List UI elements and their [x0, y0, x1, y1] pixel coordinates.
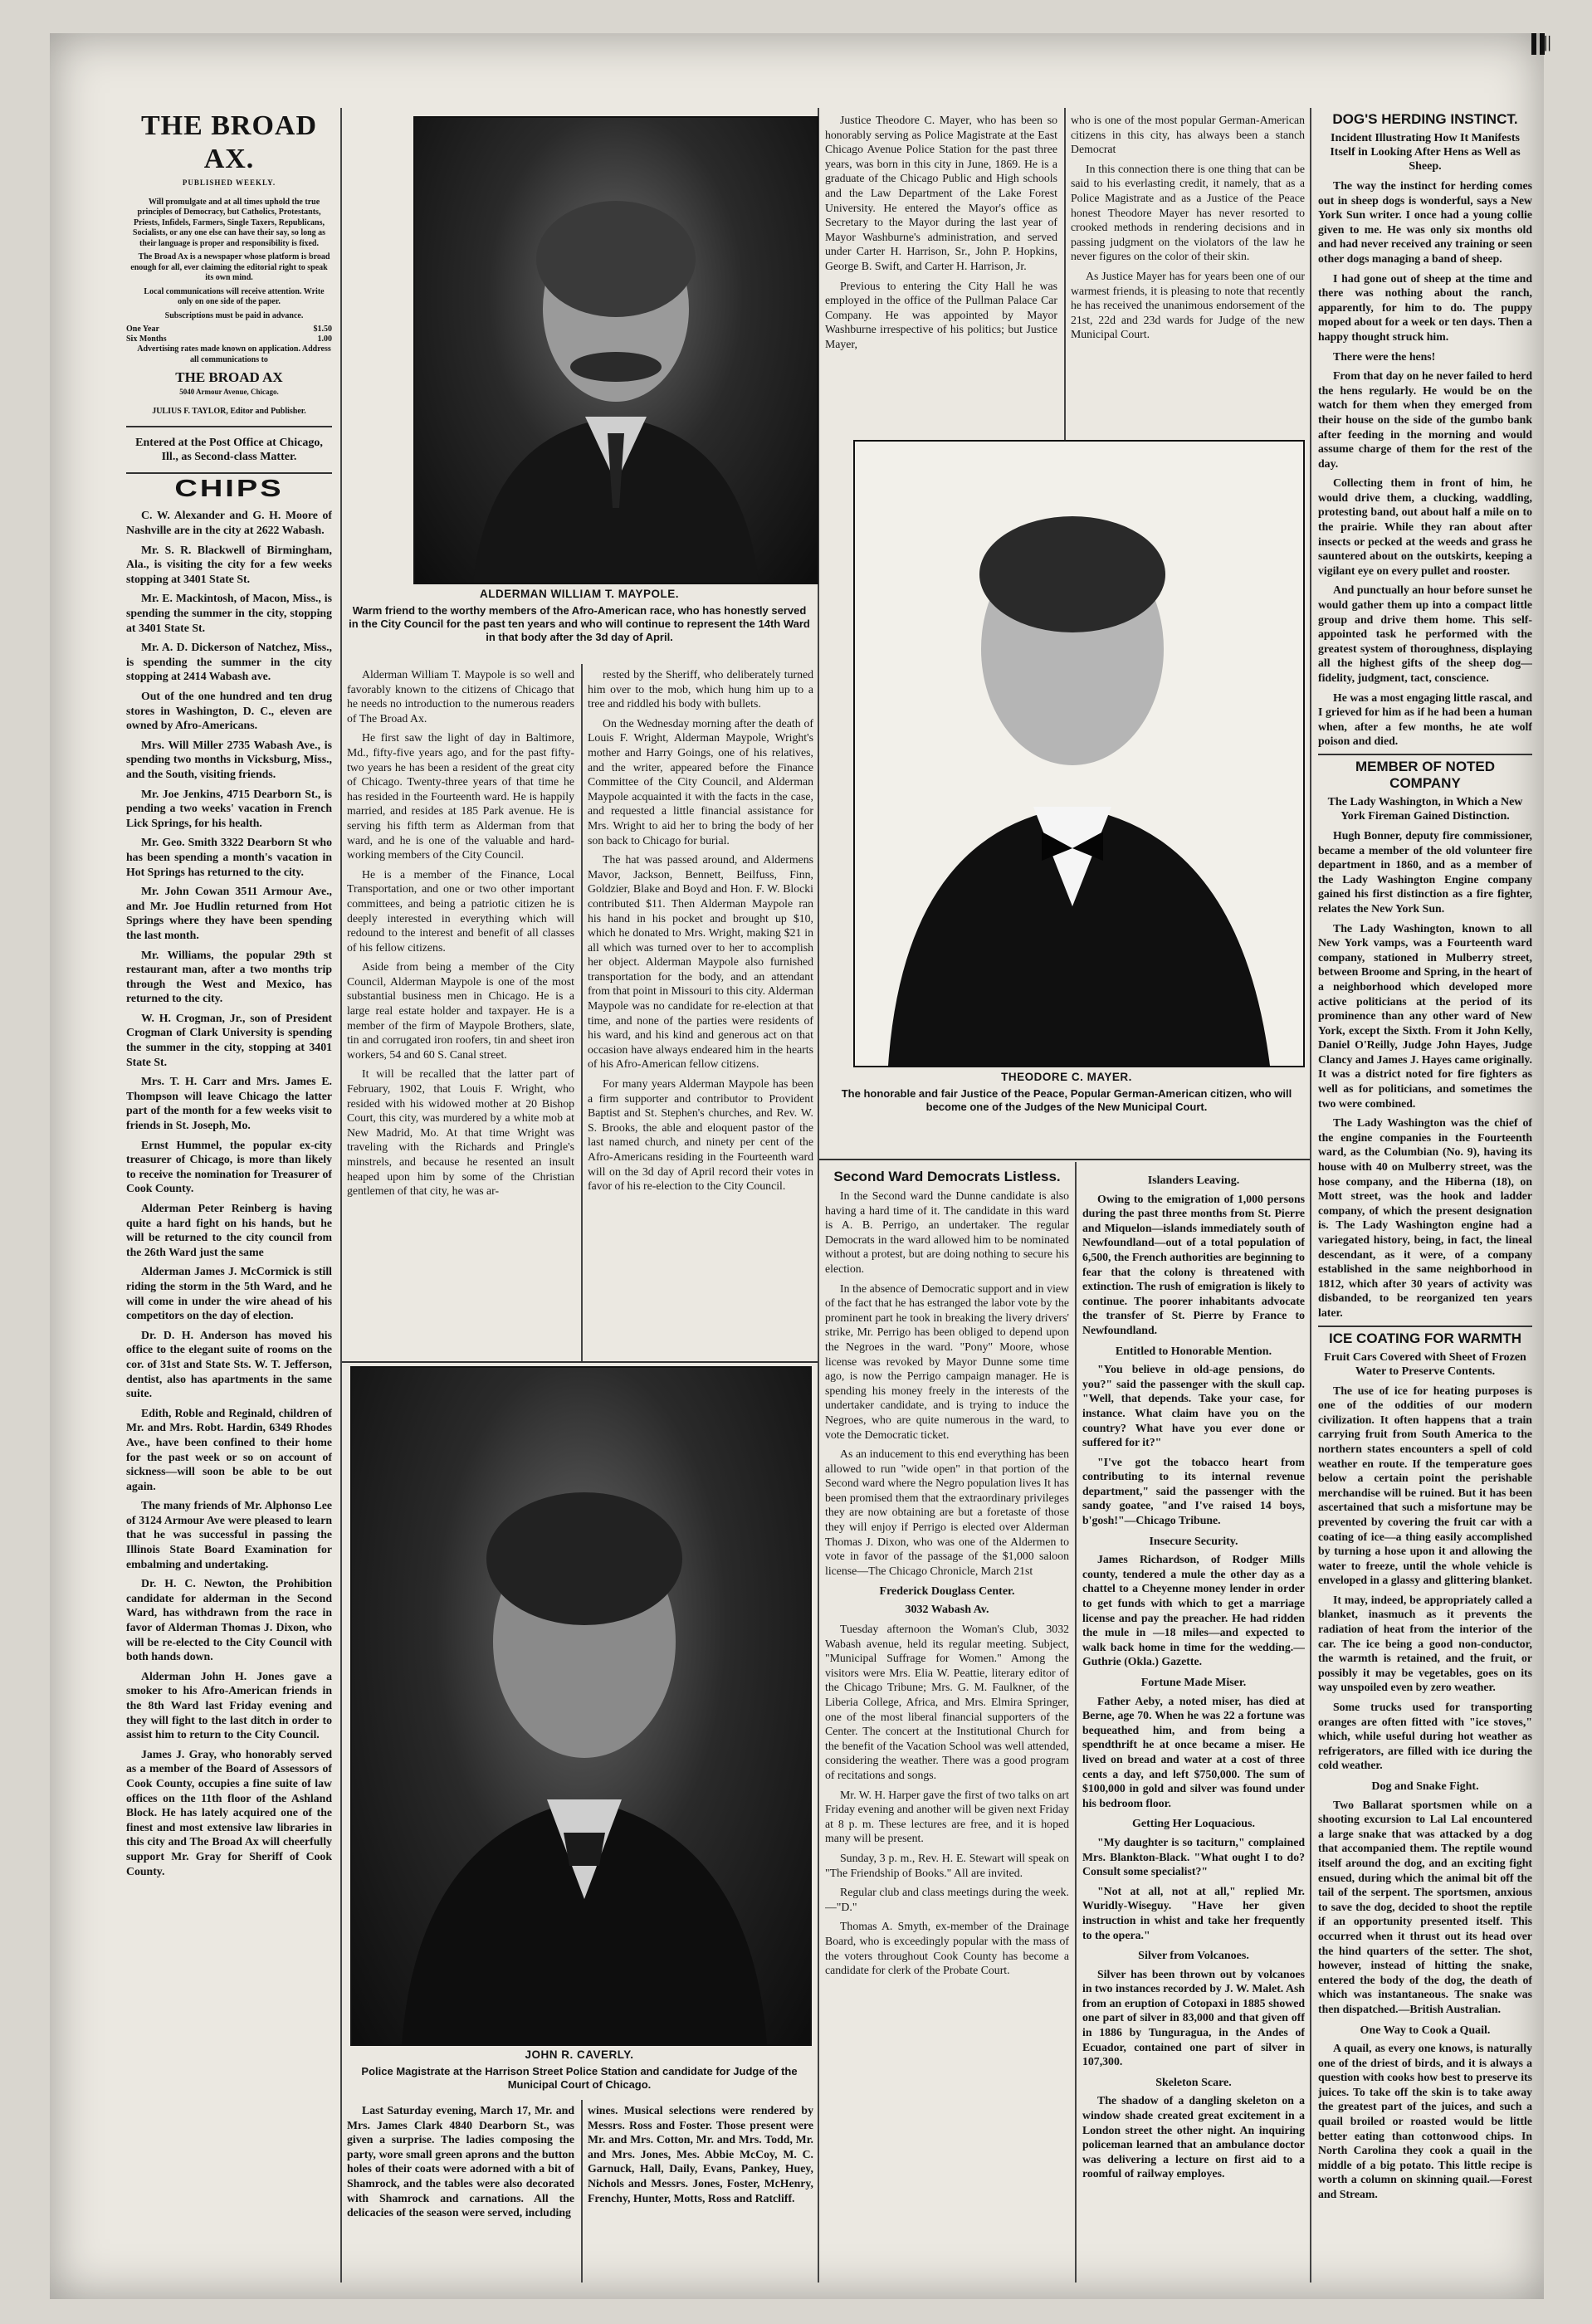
article-paragraph: He is a member of the Finance, Local Transportation, and one or two other important committees, and being a patriotic citizen he is deeply interested in everything which will redound to the interest and benefit of all classes of his fellow citizens. — [347, 867, 574, 954]
article-paragraph: "Not at all, not at all," replied Mr. Wuridly-Wiseguy. "Have her given instruction in whist and take her frequently to the opera." — [1082, 1884, 1305, 1941]
article-paragraph: As Justice Mayer has for years been one of our warmest friends, it is pleasing to note that recently he has received the unanimous endorsement of the 21st, 22d and 23d wards for Judge of the new Municipal Court. — [1071, 269, 1305, 341]
portrait-maypole — [413, 116, 818, 584]
maypole-article-col2 — [588, 667, 813, 1356]
article-paragraph: Sunday, 3 p. m., Rev. H. E. Stewart will speak on "The Friendship of Books." All are invited. — [825, 1851, 1069, 1879]
article-paragraph: It may, indeed, be appropriately called a blanket, inasmuch as it prevents the radiation of heat from the interior of the car. The ice being a good non-conductor, the warmth is retained, and the fruit, or possibly it may be vegetables, goes on its way unspoiled even by zero weather. — [1318, 1593, 1532, 1694]
masthead-para: Subscriptions must be paid in advance. — [164, 310, 304, 320]
chip-item: W. H. Crogman, Jr., son of President Crogman of Clark University is spending the summer in the city, stopping at 3401 State St. — [126, 1011, 332, 1068]
caption-title: THEODORE C. MAYER. — [1001, 1071, 1132, 1083]
article-paragraph: Hugh Bonner, deputy fire commissioner, became a member of the old volunteer fire department in 1860, and as a member of the Lady Washington Engine company gained his first distinction as a fire fighter, relates the New York Sun. — [1318, 828, 1532, 915]
caption-title: JOHN R. CAVERLY. — [525, 2048, 634, 2061]
article-paragraph: The Lady Washington was the chief of the engine companies in the Fourteenth ward, as the Columbian (No. 9), having its house with 40 on Mulberry street, was the hose company, and the Hiberna (18), on Mott street, was the hook and ladder company, of which the present designation is. The Lady Washington engine had a variegated history, being, in fact, the lineal descendant, as it were, of a company established in the same neighborhood in 1812, which after 30 years of activity was disbanded, to be reorganized ten years later. — [1318, 1116, 1532, 1319]
chips-list — [126, 508, 332, 1878]
masthead-para: Will promulgate and at all times uphold the true principles of Democracy, but Catholics, Protestants, Priests, Infidels, Farmers, Single Taxers, Republicans, Socialists, or any one else can have their say, so long as their language is proper and responsibility is fixed. — [132, 197, 326, 248]
article-paragraph: Silver has been thrown out by volcanoes in two instances recorded by J. W. Malet. Ash from an eruption of Cotopaxi in 1885 showed one part of silver in 83,000 and that given off in 1886 by Tunguragua, in the Andes of Ecuador, contained one part of silver in 107,300. — [1082, 1967, 1305, 2068]
chip-item: C. W. Alexander and G. H. Moore of Nashville are in the city at 2622 Wabash. — [126, 509, 332, 537]
chips-title: CHIPS — [174, 476, 284, 502]
rate-row — [126, 334, 332, 344]
portrait-mayer-figure — [855, 442, 1303, 1066]
rate-row — [126, 325, 332, 334]
subheadline: 3032 Wabash Av. — [905, 1604, 989, 1617]
subheadline: The Lady Washington, in Which a New York Fireman Gained Distinction. — [1327, 795, 1523, 823]
portrait-caverly-figure — [352, 1368, 810, 2044]
section-rule — [1318, 1326, 1532, 1327]
address: 5040 Armour Avenue, Chicago. — [179, 387, 279, 396]
section-rule — [1318, 754, 1532, 755]
caption-maypole — [347, 588, 812, 644]
chip-item: Mr. A. D. Dickerson of Natchez, Miss., is spending the summer in the city stopping at 2414 Wabash ave. — [126, 641, 332, 683]
article-paragraph: The hat was passed around, and Aldermens Mavor, Jackson, Bennett, Beilfuss, Finn, Goldzier, Blake and Boyd and Hon. F. W. Blocki contributed $11. Then Alderman Maypole ran his hand in his pocket and brought up $10, which he donated to Mrs. Wright, making $21 in all which was turned over to her to accomplish her object. Alderman Maypole also furnished transportation for the body, and an attendant from that point in Missouri to this city. Alderman Maypole was no candidate for re-election at that time, and none of the parties were residents of his ward, and his kind and generous act on that occasion have always endeared him in the hearts of his Afro-American fellow citizens. — [588, 853, 813, 1071]
article-paragraph: wines. Musical selections were rendered by Messrs. Ross and Foster. Those present were Mr. and Mrs. Cotton, Mr. and Mrs. Todd, Mr. and Mrs. Jones, Mes. Abbie McCoy, M. C. Garnuck, Hall, Daily, Evans, Pankey, Huey, Nichols and Messrs. Jones, Foster, McHenry, Frenchy, Hunter, Motts, Ross and Ratcliff. — [588, 2104, 813, 2204]
article-paragraph: The shadow of a dangling skeleton on a window shade created great excitement in a London street the other night. An inquiring policeman learned that an ambulance doctor was delivering a lecture on first aid to a roomful of railway employes. — [1082, 2094, 1305, 2180]
article-paragraph: Thomas A. Smyth, ex-member of the Drainage Board, who is exceedingly popular with the mass of the voters throughout Cook County has become a candidate for clerk of the Probate Court. — [825, 1920, 1069, 1977]
headline: MEMBER OF NOTED COMPANY — [1355, 758, 1496, 791]
column-second-ward — [825, 1167, 1069, 2282]
margin-mark — [1531, 33, 1536, 55]
article-paragraph: "You believe in old-age pensions, do you?" said the passenger with the skull cap. "Well, that depends. Take your case, for instance. What claim have you on the country? What have you ever done or suffered for it?" — [1082, 1363, 1305, 1449]
rate-price: $1.50 — [313, 325, 332, 334]
chip-item: Mrs. T. H. Carr and Mrs. James E. Thompson will leave Chicago the latter part of the month for a few weeks visit to friends in St. Joseph, Mo. — [126, 1075, 332, 1132]
article-paragraph: The use of ice for heating purposes is one of the oddities of our modern civilization. It often happens that a train carrying fruit from South America to the northern states encounters a spell of cold weather en route. If the temperature goes below a certain point the perishable merchandise will be ruined. But it has been ascertained that such a misfortune may be prevented by covering the fruit car with a coating of ice—a thing easily accomplished by turning a hose upon it and allowing the water to freeze, until the whole vehicle is enveloped in a glassy and glittering blanket. — [1318, 1384, 1532, 1587]
article-paragraph: And punctually an hour before sunset he would gather them up into a compact little group and drive them home. This self-appointed task he performed with the greatest system of thoroughness, displaying all the highest gifts of the sheep dog—fidelity, judgment, tact, conscience. — [1318, 583, 1532, 684]
article-paragraph: Two Ballarat sportsmen while on a shooting excursion to Lal Lal encountered a large snake that was attacked by a dog that accompanied them. The reptile wound itself around the dog, and an exciting fight ensued, during which the animal bit off the tail of the serpent. The sportsmen, anxious to save the dog, decided to shoot the reptile if an opportunity presented itself. This occurred when it thrust out its head over the hind quarters of the setter. The shot, however, instead of hitting the snake, entered the body of the dog, the death of which was instantaneous. The snake was then dispatched.—British Australian. — [1318, 1798, 1532, 2015]
chip-item: Mr. Joe Jenkins, 4715 Dearborn St., is pending a two weeks' vacation in French Lick Springs, for his health. — [126, 787, 332, 829]
entered-notice: Entered at the Post Office at Chicago, Ill., as Second-class Matter. — [135, 436, 323, 463]
headline: Fortune Made Miser. — [1140, 1677, 1247, 1689]
article-paragraph: As an inducement to this end everything has been allowed to run "wide open" in that portion of the Second ward where the Negro population lives It has been promised them that the extraordinary privileges they are now obtaining are but a foretaste of those they will enjoy if Perrigo is elected over Alderman Thomas J. Dixon, who was one of the Aldermen to vote in favor of the passage of the $1,000 saloon license—The Chicago Chronicle, March 21st — [825, 1448, 1069, 1577]
mayer-article-col1 — [825, 113, 1057, 453]
chip-item: Alderman John H. Jones gave a smoker to his Afro-American friends in the 8th Ward last Friday evening and they will fight to the last ditch in order to assist him to return to the City Council. — [126, 1669, 332, 1741]
rate-price: 1.00 — [317, 334, 332, 344]
caverly-article-col2 — [588, 2103, 813, 2282]
article-paragraph: The way the instinct for herding comes out in sheep dogs is wonderful, says a New York Sun writer. I once had a young collie given to me. He was only six months old and had never received any training or seen other dogs managing a band of sheep. — [1318, 179, 1532, 265]
article-paragraph: It will be recalled that the latter part of February, 1902, that Louis F. Wright, who resided with his widowed mother at 20 Bishop Court, this city, was murdered by a white mob at New Madrid, Mo. At that time Wright was traveling with the Richards and Pringle's minstrels, and because he resented an insult heaped upon him by some of the Christian gentlemen of that city, he was ar- — [347, 1067, 574, 1198]
article-paragraph: From that day on he never failed to herd the hens regularly. He would be on the watch for them when they emerged from their house on the side of the gumbo bank after feeding in the morning and would assume charge of them for the rest of the day. — [1318, 369, 1532, 470]
headline: One Way to Cook a Quail. — [1360, 2024, 1491, 2037]
column-islanders — [1082, 1167, 1305, 2282]
headline: ICE COATING FOR WARMTH — [1329, 1330, 1521, 1346]
article-paragraph: He was a most engaging little rascal, and I grieved for him as if he had been a human when, after a few months, he ate wolf poison and died. — [1318, 691, 1532, 748]
rate-label: One Year — [126, 325, 159, 334]
editor-line: JULIUS F. TAYLOR, Editor and Publisher. — [152, 407, 306, 417]
address-title: THE BROAD AX — [175, 369, 283, 386]
column-rule — [1075, 1162, 1077, 2282]
masthead — [126, 110, 332, 502]
article-paragraph: In the Second ward the Dunne candidate is also having a hard time of it. The candidate in this ward is A. B. Perrigo, an undertaker. The regular Democrats in the ward allowed him to be nominated without a protest, but are doing nothing to secure his election. — [825, 1189, 1069, 1275]
portrait-caverly — [350, 1366, 812, 2046]
maypole-article-col1 — [347, 667, 574, 1356]
article-paragraph: Owing to the emigration of 1,000 persons during the past three months from St. Pierre and Miquelon—islands immediately south of Newfoundland—out of a total population of 6,500, the French authorities are beginning to fear that the colony is threatened with extinction. The rush of emigration is likely to continue. The poorer inhabitants advocate the transfer of St. Pierre by France to Newfoundland. — [1082, 1192, 1305, 1336]
chip-item: Mr. Geo. Smith 3322 Dearborn St who has been spending a month's vacation in Hot Springs has returned to the city. — [126, 836, 332, 878]
article-paragraph: Previous to entering the City Hall he was employed in the office of the Pullman Palace Car Company. He was appointed by Mayor Washburne irrespective of his politics; but Justice Mayer, — [825, 279, 1057, 350]
headline: Getting Her Loquacious. — [1132, 1818, 1255, 1831]
chip-item: Ernst Hummel, the popular ex-city treasurer of Chicago, is more than likely to receive the nomination for Treasurer of Cook County. — [126, 1138, 332, 1195]
article-paragraph: who is one of the most popular German-American citizens in this city, has always been a stanch Democrat — [1071, 114, 1305, 156]
article-paragraph: Some trucks used for transporting oranges are often fitted with "ice stoves," which, while useful during hot weather as refrigerators, are filled with ice during the cold weather. — [1318, 1701, 1532, 1772]
column-right — [1318, 110, 1532, 2284]
headline: Second Ward Democrats Listless. — [833, 1169, 1061, 1184]
rates-note: Advertising rates made known on application. Address all communications to — [137, 344, 331, 364]
caption-mayer — [830, 1071, 1303, 1114]
headline: Dog and Snake Fight. — [1371, 1780, 1479, 1793]
chip-item: Mr. John Cowan 3511 Armour Ave., and Mr. Joe Hudlin returned from Hot Springs where they have been spending the last month. — [126, 885, 332, 941]
headline: Insecure Security. — [1149, 1535, 1238, 1548]
article-paragraph: A quail, as every one knows, is naturally one of the driest of birds, and it is always a question with cooks how best to preserve its juices. To take off the skin is to take away the greatest part of the juices, and such a quail broiled or roasted would be little better eating than cottonwood chips. In North Carolina they cook a quail in the middle of a big potato. This little recipe is worth a column on skinning quail.—Forest and Stream. — [1318, 2042, 1532, 2201]
caption-body: The honorable and fair Justice of the Peace, Popular German-American citizen, who will become one of the Judges of the New Municipal Court. — [841, 1087, 1292, 1113]
article-paragraph: rested by the Sheriff, who deliberately turned him over to the mob, which hung him up to a tree and riddled his body with bullets. — [588, 668, 813, 710]
headline: Skeleton Scare. — [1155, 2076, 1232, 2089]
masthead-rule — [126, 426, 332, 427]
headline: Frederick Douglass Center. — [879, 1585, 1015, 1599]
chip-item: Alderman Peter Reinberg is having quite a hard fight on his hands, but he will be returned to the city council from the 26th Ward just the same — [126, 1202, 332, 1258]
article-paragraph: "My daughter is so taciturn," complained Mrs. Blankton-Black. "What ought I to do? Consult some specialist?" — [1082, 1835, 1305, 1878]
caption-body: Police Magistrate at the Harrison Street Police Station and candidate for Judge of the Municipal Court of Chicago. — [361, 2065, 798, 2091]
headline: DOG'S HERDING INSTINCT. — [1332, 111, 1518, 127]
portrait-maypole-figure — [415, 118, 817, 583]
article-paragraph: Alderman William T. Maypole is so well and favorably known to the citizens of Chicago that he needs no introduction to the numerous readers of The Broad Ax. — [347, 668, 574, 725]
section-rule — [819, 1159, 1310, 1160]
page-mark: || — [1544, 33, 1551, 51]
article-paragraph: Collecting them in front of him, he would drive them, a clucking, waddling, protesting band, out about half a mile on to the prairie. While they ran about after insects or pecked at the weeds and grass he sauntered about on the outskirts, keeping a vigilant eye on every pullet and rooster. — [1318, 476, 1532, 577]
article-paragraph: Mr. W. H. Harper gave the first of two talks on art Friday evening and another will be given next Friday at 8 p. m. These lectures are free, and it is hoped many will be present. — [825, 1788, 1069, 1845]
article-paragraph: Justice Theodore C. Mayer, who has been so honorably serving as Police Magistrate at the East Chicago Avenue Police Station for the past three years, was born in this city in June, 1869. He is a graduate of the Chicago Public and High schools and the Law Department of the Lake Forest University. He entered the Mayor's office as Secretary to the Mayor during the last year of Mayor Washburne's administration, and served under Carter H. Harrison, Sr., John P. Hopkins, George B. Swift, and Carter H. Harrison, Jr. — [825, 114, 1057, 272]
article-paragraph: On the Wednesday morning after the death of Louis F. Wright, Alderman Maypole, Wright's mother and Harry Goings, one of his relatives, and the writer, appeared before the Finance Committee of the City Council, and Alderman Maypole acquainted it with the facts in the case, and requested a little financial assistance for Mrs. Wright to aid her to bring the body of her son back to Chicago for burial. — [588, 716, 813, 847]
chip-item: Mr. E. Mackintosh, of Macon, Miss., is spending the summer in the city, stopping at 3401 State St. — [126, 592, 332, 634]
article-paragraph: Last Saturday evening, March 17, Mr. and Mrs. James Clark 4840 Dearborn St., was given a surprise. The ladies composing the party, wore small green aprons and the button holes of their coats were adorned with a bit of Shamrock, and the tables were also decorated with Shamrock and carnations. All the delicacies of the season were served, including — [347, 2104, 574, 2219]
headline: Silver from Volcanoes. — [1138, 1950, 1249, 1963]
chip-item: Dr. H. C. Newton, the Prohibition candidate for alderman in the Second Ward, has withdrawn from the race in favor of Alderman Thomas J. Dixon, who will be re-elected to the City Council with both hands down. — [126, 1577, 332, 1663]
column-rule — [340, 108, 342, 2282]
mayer-article-col2 — [1071, 113, 1305, 453]
rate-label: Six Months — [126, 334, 167, 344]
article-paragraph: "I've got the tobacco heart from contributing to its internal revenue department," said the passenger with the sandy goatee, "and I've raised 14 boys, b'gosh!"—Chicago Tribune. — [1082, 1455, 1305, 1527]
chip-item: The many friends of Mr. Alphonso Lee of 3124 Armour Ave were pleased to learn that he was successful in passing the Illinois State Board Examination for embalming and undertaking. — [126, 1499, 332, 1570]
column-rule — [1310, 108, 1311, 2282]
article-paragraph: For many years Alderman Maypole has been a firm supporter and contributor to Provident Baptist and St. Stephen's churches, and Rev. W. S. Brooks, the able and eloquent pastor of the last named church, and ninety per cent of the Afro-Americans residing in the Fourteenth ward will on the 3d day of April record their votes in favor of his re-election to the City Council. — [588, 1077, 813, 1193]
caption-title: ALDERMAN WILLIAM T. MAYPOLE. — [480, 588, 679, 600]
article-paragraph: Father Aeby, a noted miser, has died at Berne, age 70. When he was 22 a fortune was bequeathed him, and from being a spendthrift he at once became a miser. He lived on bread and water at a cost of three cents a day, and left $750,000. The sum of $100,000 in gold and silver was found under his bedroom floor. — [1082, 1694, 1305, 1809]
chip-item: Edith, Roble and Reginald, children of Mr. and Mrs. Robt. Hardin, 6349 Rhodes Ave., have been confined to their home for the past week or so on account of sickness—will soon be able to be out again. — [126, 1406, 332, 1492]
headline: Islanders Leaving. — [1147, 1174, 1240, 1187]
column-rule — [581, 664, 583, 1361]
newspaper-page — [50, 33, 1551, 2299]
chip-item: Out of the one hundred and ten drug stores in Washington, D. C., eleven are owned by Afro-Americans. — [126, 690, 332, 732]
article-paragraph: In this connection there is one thing that can be said to his everlasting credit, it namely, that as a Police Magistrate and as a Justice of the Peace honest Theodore Mayer has never resorted to crooked methods in rendering decisions and in passing judgment on the violators of the law he never figures on the color of their skin. — [1071, 162, 1305, 263]
masthead-rule — [126, 472, 332, 474]
article-paragraph: The Lady Washington, known to all New York vamps, was a Fourteenth ward company, stationed in Mulberry street, between Broome and Spring, in the heart of a neighborhood which developed more active politicians at the period of its prominence than any other ward of New York, except the Sixth. From it John Kelly, Daniel O'Reilly, Judge John Hayes, Judge Clancy and James J. Hayes came originally. It was a district noted for fire fighters as well as for politicians, and sometimes the two were combined. — [1318, 921, 1532, 1110]
masthead-para: Local communications will receive attention. Write only on one side of the paper. — [144, 286, 325, 307]
subheadline: Fruit Cars Covered with Sheet of Frozen Water to Preserve Contents. — [1324, 1350, 1526, 1378]
masthead-title: THE BROAD AX. — [140, 110, 318, 174]
article-paragraph: There were the hens! — [1333, 349, 1436, 363]
portrait-mayer — [853, 440, 1305, 1067]
chip-item: Mr. S. R. Blackwell of Birmingham, Ala., is visiting the city for a few weeks stopping at 3401 State St. — [126, 543, 332, 585]
subheadline: Incident Illustrating How It Manifests Itself in Looking After Hens as Well as Sheep. — [1330, 132, 1521, 173]
chip-item: Alderman James J. McCormick is still riding the storm in the 5th Ward, and he will come in under the wire ahead of his competitors on the day of election. — [126, 1265, 332, 1322]
chip-item: James J. Gray, who honorably served as a member of the Board of Assessors of Cook County, occupies a fine suite of law offices on the 11th floor of the Ashland Block. He has lately acquired one of the finest and most extensive law libraries in this city and The Broad Ax will cheerfully support Mr. Gray for Sheriff of Cook County. — [126, 1747, 332, 1877]
caverly-article-col1 — [347, 2103, 574, 2282]
article-paragraph: I had gone out of sheep at the time and there was nothing about the ranch, apparently, for him to do. The puppy moped about for a week or ten days. Then a happy thought struck him. — [1318, 271, 1532, 343]
column-rule — [581, 2100, 583, 2282]
article-paragraph: Regular club and class meetings during the week.—"D." — [825, 1886, 1069, 1913]
column-chips — [126, 110, 332, 2284]
masthead-published: PUBLISHED WEEKLY. — [182, 178, 276, 187]
article-paragraph: Tuesday afternoon the Woman's Club, 3032 Wabash avenue, held its regular meeting. Subject, "Municipal Suffrage for Women." Among the visitors were Mrs. Elia W. Peattie, literary editor of the Chicago Tribune; Mrs. G. M. Faulkner, of the Liberia College, Africa, and Mrs. Elmira Springer, one of the most liberal financial supporters of the Center. The concert at the Institutional Church for the benefit of the Vacation School was well attended, considering the weather. There was a good program of recitations and songs. — [825, 1623, 1069, 1781]
caption-caverly — [347, 2048, 812, 2092]
chip-item: Dr. D. H. Anderson has moved his office to the elegant suite of rooms on the cor. of 31st and State Sts. W. T. Jefferson, dentist, also has apartments in the same suite. — [126, 1328, 332, 1400]
chip-item: Mr. Williams, the popular 29th st restaurant man, after a two months trip through the West and Mexico, has returned to the city. — [126, 948, 332, 1005]
section-rule — [342, 1361, 818, 1363]
column-rule — [1064, 108, 1066, 456]
caption-body: Warm friend to the worthy members of the Afro-American race, who has honestly served in the City Council for the past ten years and who will continue to represent the 14th Ward in that body after the 3d day of April. — [349, 604, 810, 643]
article-paragraph: In the absence of Democratic support and in view of the fact that he has estranged the labor vote by the prominent part he took in breaking the livery drivers' strike, Mr. Perrigo has been obliged to depend upon the Negroes in the ward. "Pony" Moore, whose license was revoked by Mayor Dunne some time ago, is now the Perrigo campaign manager. He is spending his money freely in the interests of the undertaker candidate, and is trying to induce the Negroes, who are quite numerous in the ward, to vote the Democratic ticket. — [825, 1282, 1069, 1441]
article-paragraph: He first saw the light of day in Baltimore, Md., fifty-five years ago, and for the past fifty-two years he has been a resident of the great city of Chicago. Twenty-three years of that time he has resided in the Fourteenth ward. He is happily married, and resides at 185 Park avenue. He is serving his fifth term as Alderman from that ward, and he is one of the valuable and hard-working members of the City Council. — [347, 731, 574, 862]
article-paragraph: Aside from being a member of the City Council, Alderman Maypole is one of the most substantial business men in Chicago. He is a large real estate holder and taxpayer. He is a member of the firm of Maypole Brothers, slate, tin and corrugated iron roofers, tin and sheet iron workers, 54 and 60 S. Canal street. — [347, 960, 574, 1061]
headline: Entitled to Honorable Mention. — [1115, 1345, 1272, 1358]
chip-item: Mrs. Will Miller 2735 Wabash Ave., is spending two months in Vicksburg, Miss., and the South, visiting friends. — [126, 738, 332, 780]
article-paragraph: James Richardson, of Rodger Mills county, tendered a mule the other day as a chattel to a Cheyenne money lender in order to get funds with which to get a marriage license and pay the preacher. He had ridden the mule in —18 miles—and expected to walk back home in time for the wedding.—Guthrie (Okla.) Gazette. — [1082, 1553, 1305, 1668]
masthead-para: The Broad Ax is a newspaper whose platform is broad enough for all, ever claiming the editorial right to speak its own mind. — [130, 252, 330, 283]
